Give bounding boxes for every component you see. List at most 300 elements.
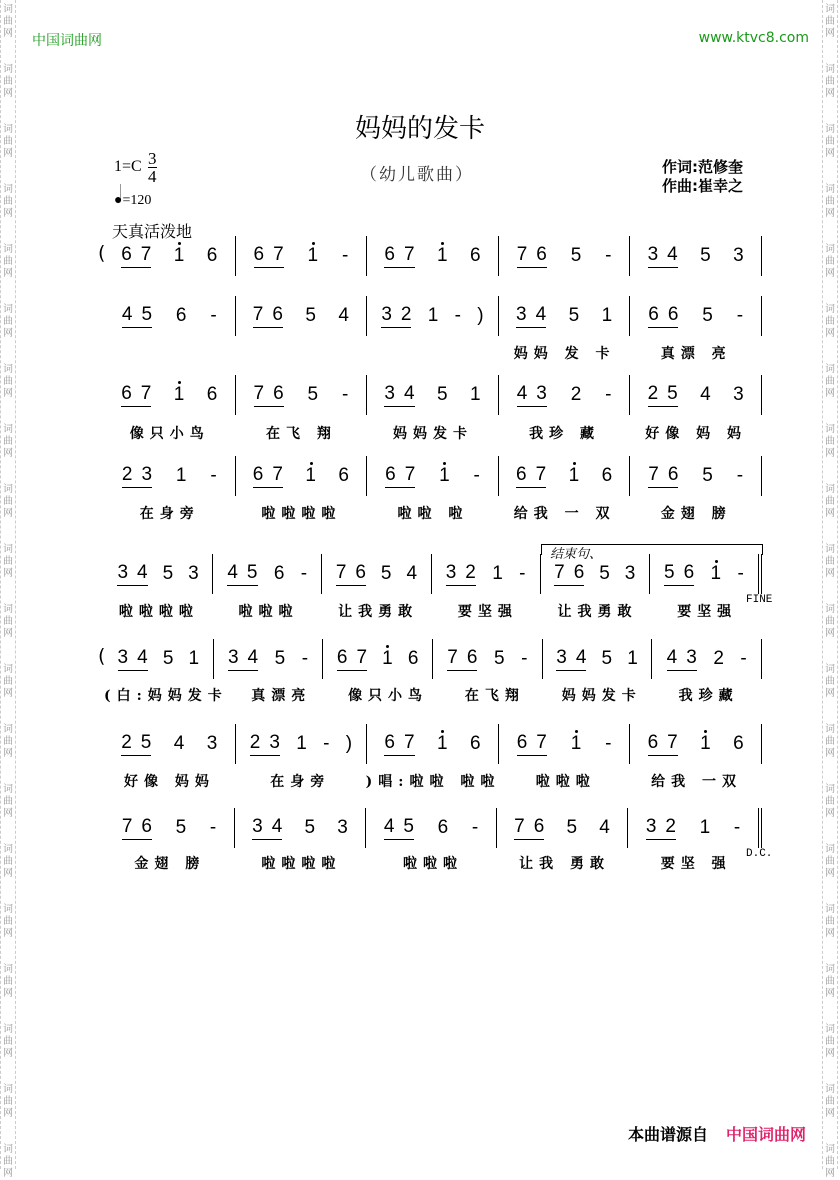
- lyrics-row: [104, 771, 762, 791]
- watermark-text: 词曲网: [825, 484, 835, 519]
- lyric-segment: 我珍藏: [678, 688, 739, 704]
- watermark-text: 词曲网: [3, 664, 13, 699]
- watermark-text: 词曲网: [3, 544, 13, 579]
- note: 1: [427, 305, 439, 326]
- lyric-segment: 在身旁: [270, 774, 331, 790]
- lyrics-row: [104, 853, 762, 873]
- measure: [236, 724, 368, 764]
- note: 2: [400, 304, 412, 325]
- note: 4: [247, 647, 259, 668]
- measure: [104, 456, 236, 496]
- watermark-text: 词曲网: [825, 904, 835, 939]
- watermark-text: 词曲网: [825, 304, 835, 339]
- tie-dash: -: [521, 648, 528, 669]
- watermark-text: 词曲网: [3, 1084, 13, 1119]
- tie-dash: -: [605, 384, 612, 405]
- note: 3: [733, 384, 744, 405]
- note: 4: [173, 733, 185, 754]
- eighth-note-group: [384, 244, 414, 268]
- watermark-text: 词曲网: [825, 1024, 835, 1059]
- watermark-text: 词曲网: [3, 904, 13, 939]
- lyric-segment: 在飞翔: [464, 688, 525, 704]
- note: 5: [140, 732, 152, 753]
- lyric-segment: 啦啦啦啦: [261, 506, 342, 522]
- note: 3: [556, 647, 567, 668]
- note: 5: [702, 465, 713, 486]
- measure: [104, 375, 236, 415]
- note: 5: [566, 817, 578, 838]
- measure: [104, 554, 213, 594]
- eighth-note-group: [122, 816, 152, 840]
- eighth-note-group: [117, 562, 147, 586]
- key-signature: 1=C: [114, 158, 142, 175]
- eighth-note-group: [384, 816, 414, 840]
- note: 4: [403, 383, 415, 404]
- high-note: 1: [710, 563, 722, 584]
- note: 6: [252, 464, 264, 485]
- measure: [366, 808, 497, 848]
- note: 6: [175, 305, 187, 326]
- dc-marking: D.C.: [746, 848, 773, 860]
- note: 6: [273, 563, 285, 584]
- measure: [322, 554, 431, 594]
- note: 7: [667, 732, 678, 753]
- tempo-marking: ●=120: [114, 193, 152, 208]
- eighth-note-group: [648, 464, 678, 488]
- note: 5: [436, 384, 448, 405]
- note: 6: [533, 816, 545, 837]
- tie-dash: -: [323, 733, 330, 754]
- high-note: 1: [568, 465, 580, 486]
- note: 5: [700, 245, 711, 266]
- note: 5: [664, 562, 675, 583]
- watermark-text: 词曲网: [825, 244, 835, 279]
- note: 3: [384, 383, 395, 404]
- measure: [104, 296, 236, 336]
- note: 7: [514, 816, 525, 837]
- measure: [630, 236, 762, 276]
- measure: [323, 639, 433, 679]
- measure: [236, 375, 368, 415]
- lyric-segment: 让我勇敢: [557, 604, 638, 620]
- note: 3: [445, 562, 457, 583]
- right-watermark-strip: [822, 0, 838, 1179]
- note: 6: [272, 304, 283, 325]
- lyric-segment: 真漂 亮: [660, 346, 732, 362]
- measure: [104, 236, 236, 276]
- note: 7: [252, 304, 264, 325]
- lyric-segment: 让我 勇敢: [519, 856, 611, 872]
- note: 5: [667, 383, 678, 404]
- watermark-text: 词曲网: [3, 4, 13, 39]
- note: 4: [406, 563, 418, 584]
- note: 5: [175, 817, 187, 838]
- lyric-segment: 给我 一双: [651, 774, 742, 790]
- note: 7: [140, 383, 152, 404]
- eighth-note-group: [252, 816, 282, 840]
- expression-marking: 天真活泼地: [112, 222, 193, 241]
- note: 6: [536, 244, 547, 265]
- note: 7: [403, 732, 415, 753]
- high-note: 1: [307, 245, 319, 266]
- measure: [235, 808, 366, 848]
- watermark-text: 词曲网: [3, 304, 13, 339]
- note: 3: [686, 647, 697, 668]
- note: 7: [356, 647, 368, 668]
- note: 7: [121, 816, 133, 837]
- eighth-note-group: [250, 732, 280, 756]
- lyric-segment: 金翅 膀: [660, 506, 732, 522]
- note: 3: [536, 383, 547, 404]
- eighth-note-group: [227, 562, 257, 586]
- watermark-text: 词曲网: [3, 604, 13, 639]
- note: 7: [516, 244, 528, 265]
- eighth-note-group: [517, 244, 547, 268]
- lyric-segment: 要坚强: [457, 604, 518, 620]
- measure: [104, 808, 235, 848]
- watermark-text: 词曲网: [3, 964, 13, 999]
- note: 1: [296, 733, 307, 754]
- tie-dash: -: [740, 648, 747, 669]
- eighth-note-group: [336, 562, 366, 586]
- eighth-note-group: [253, 464, 283, 488]
- note: 5: [246, 562, 258, 583]
- note: 4: [137, 562, 148, 583]
- tie-dash: -: [300, 563, 308, 584]
- lyricist: 作词:范修奎: [662, 158, 743, 176]
- eighth-note-group: [228, 647, 258, 671]
- note: 6: [253, 244, 265, 265]
- measure: [630, 456, 762, 496]
- measure: [432, 554, 541, 594]
- watermark-text: 词曲网: [825, 364, 835, 399]
- note: 5: [601, 648, 613, 669]
- note: 4: [137, 647, 148, 668]
- lyric-segment: 我珍 藏: [529, 426, 601, 442]
- tie-dash: -: [454, 305, 461, 326]
- measure: [367, 236, 499, 276]
- note: 1: [601, 305, 613, 326]
- watermark-text: 词曲网: [825, 1144, 835, 1179]
- note: 6: [437, 817, 449, 838]
- note: 6: [573, 562, 585, 583]
- eighth-note-group: [122, 464, 152, 488]
- note: 5: [162, 648, 174, 669]
- eighth-note-group: [514, 816, 544, 840]
- watermark-text: 词曲网: [825, 4, 835, 39]
- score-row: [104, 808, 762, 848]
- lyric-segment: 啦啦 啦: [397, 506, 469, 522]
- time-sig-top: 3: [148, 149, 157, 168]
- time-sig-bottom: 4: [148, 167, 157, 186]
- measure: [650, 554, 762, 594]
- measure: [367, 724, 499, 764]
- lyric-segment: 啦啦啦: [238, 604, 299, 620]
- note: 7: [535, 464, 547, 485]
- high-note: 1: [436, 733, 448, 754]
- eighth-note-group: [447, 647, 477, 671]
- eighth-note-group: [121, 383, 151, 407]
- lyric-segment: 妈妈发卡: [392, 426, 473, 442]
- time-signature: [148, 150, 157, 185]
- tie-dash: -: [301, 648, 309, 669]
- eighth-note-group: [384, 383, 414, 407]
- note: 1: [492, 563, 503, 584]
- tie-dash: -: [471, 817, 479, 838]
- note: 5: [304, 817, 316, 838]
- watermark-text: 词曲网: [825, 784, 835, 819]
- lyric-segment: 妈妈发卡: [561, 688, 642, 704]
- note: 4: [700, 384, 711, 405]
- watermark-text: 词曲网: [3, 484, 13, 519]
- eighth-note-group: [118, 647, 148, 671]
- note: 7: [253, 383, 265, 404]
- watermark-text: 词曲网: [3, 724, 13, 759]
- note: 5: [307, 384, 319, 405]
- note: 3: [206, 733, 218, 754]
- eighth-note-group: [516, 304, 546, 328]
- watermark-text: 词曲网: [3, 124, 13, 159]
- measure: [499, 375, 631, 415]
- watermark-text: 词曲网: [3, 364, 13, 399]
- measure: [630, 724, 762, 764]
- eighth-note-group: [121, 732, 151, 756]
- note: 5: [570, 245, 582, 266]
- note: 4: [667, 244, 678, 265]
- high-note: 1: [173, 384, 185, 405]
- credits: [662, 158, 743, 196]
- score-row: [104, 296, 762, 336]
- footer-source-link[interactable]: 中国词曲网: [725, 1125, 806, 1144]
- tie-dash: -: [733, 817, 741, 838]
- measure: [497, 808, 628, 848]
- measure: [236, 236, 368, 276]
- note: 5: [162, 563, 174, 584]
- lyric-segment: 好像 妈 妈: [645, 426, 748, 442]
- note: 7: [403, 244, 415, 265]
- note: 6: [384, 244, 395, 265]
- note: 4: [666, 647, 678, 668]
- note: 4: [338, 305, 349, 326]
- note: 6: [384, 732, 395, 753]
- measure: [499, 236, 631, 276]
- tie-dash: -: [210, 305, 217, 326]
- tie-dash: -: [519, 563, 526, 584]
- lyric-segment: 金翅 膀: [134, 856, 206, 872]
- song-title: 妈妈的发卡: [354, 114, 485, 144]
- fine-marking: FINE: [746, 594, 773, 606]
- lyric-segment: 真漂亮: [251, 688, 312, 704]
- note: ): [477, 305, 484, 326]
- note: 4: [575, 647, 587, 668]
- note: 1: [188, 648, 200, 669]
- note: 3: [515, 304, 527, 325]
- note: 1: [175, 465, 187, 486]
- watermark-text: 词曲网: [3, 244, 13, 279]
- left-watermark-strip: [0, 0, 16, 1179]
- lyric-segment: 啦啦啦啦: [261, 856, 342, 872]
- note: 6: [206, 245, 218, 266]
- watermark-text: 词曲网: [3, 1024, 13, 1059]
- lyrics-row: [104, 685, 762, 705]
- eighth-note-group: [446, 562, 476, 586]
- lyrics-row: [104, 423, 762, 443]
- note: 6: [667, 464, 679, 485]
- site-url-link[interactable]: www.ktvc8.com: [698, 30, 809, 46]
- note: ): [345, 733, 353, 754]
- site-name-link[interactable]: 中国词曲网: [32, 33, 102, 49]
- note: 4: [227, 562, 238, 583]
- note: 2: [647, 383, 659, 404]
- watermark-text: 词曲网: [3, 424, 13, 459]
- eighth-note-group: [384, 732, 414, 756]
- note: 3: [647, 244, 659, 265]
- tie-dash: -: [605, 245, 612, 266]
- watermark-text: 词曲网: [3, 784, 13, 819]
- lyric-segment: 妈妈 发 卡: [513, 346, 616, 362]
- note: 7: [536, 732, 547, 753]
- note: 2: [121, 464, 133, 485]
- repeat-paren: (: [98, 242, 106, 264]
- lyric-segment: 要坚 强: [660, 856, 732, 872]
- measure: [630, 296, 762, 336]
- note: 5: [568, 305, 580, 326]
- note: 6: [385, 464, 396, 485]
- note: 6: [355, 562, 366, 583]
- note: 5: [274, 648, 286, 669]
- footer-label: 本曲谱源自: [627, 1125, 708, 1144]
- note: 4: [599, 817, 610, 838]
- eighth-note-group: [667, 647, 697, 671]
- lyric-segment: 给我 一 双: [513, 506, 616, 522]
- eighth-note-group: [516, 464, 546, 488]
- measure: [104, 639, 214, 679]
- note: 1: [699, 817, 711, 838]
- note: 6: [141, 816, 152, 837]
- note: 5: [403, 816, 414, 837]
- score-row: [98, 236, 762, 276]
- lyric-segment: [104, 343, 236, 363]
- lyric-segment: 啦啦啦啦: [118, 604, 199, 620]
- lyric-segment: 好像 妈妈: [123, 774, 215, 790]
- note: 5: [599, 563, 610, 584]
- tie-dash: -: [737, 563, 744, 584]
- note: 6: [683, 562, 695, 583]
- note: 6: [667, 304, 679, 325]
- note: 7: [273, 244, 284, 265]
- note: 6: [273, 383, 284, 404]
- eighth-note-group: [254, 383, 284, 407]
- measure: [630, 375, 762, 415]
- watermark-text: 词曲网: [825, 544, 835, 579]
- measure: [104, 724, 236, 764]
- note: 6: [469, 733, 481, 754]
- note: 2: [121, 732, 132, 753]
- note: 3: [252, 816, 263, 837]
- eighth-note-group: [122, 304, 152, 328]
- note: 5: [702, 305, 713, 326]
- watermark-text: 词曲网: [825, 604, 835, 639]
- note: 6: [121, 244, 132, 265]
- note: 1: [469, 384, 481, 405]
- high-note: 1: [305, 465, 316, 486]
- high-note: 1: [570, 733, 582, 754]
- lyrics-row: [104, 601, 762, 621]
- eighth-note-group: [648, 244, 678, 268]
- repeat-paren: (: [98, 645, 106, 667]
- eighth-note-group: [646, 816, 676, 840]
- eighth-note-group: [385, 464, 415, 488]
- note: 6: [516, 732, 528, 753]
- eighth-note-group: [517, 383, 547, 407]
- note: 3: [117, 562, 129, 583]
- watermark-text: 词曲网: [825, 664, 835, 699]
- score-row: [104, 554, 762, 594]
- note: 3: [733, 245, 744, 266]
- note: 3: [141, 464, 153, 485]
- note: 5: [493, 648, 505, 669]
- lyric-segment: 像只小鸟: [129, 426, 210, 442]
- tie-dash: -: [209, 817, 217, 838]
- eighth-note-group: [253, 304, 283, 328]
- footer-credit: [628, 1122, 806, 1145]
- high-note: 1: [382, 648, 393, 669]
- note: 3: [381, 304, 392, 325]
- eighth-note-group: [664, 562, 694, 586]
- high-note: 1: [439, 465, 450, 486]
- note: 4: [383, 816, 395, 837]
- note: 7: [404, 464, 416, 485]
- note: 7: [335, 562, 347, 583]
- measure: [499, 724, 631, 764]
- eighth-note-group: [554, 562, 584, 586]
- eighth-note-group: [648, 304, 678, 328]
- note: 2: [465, 562, 476, 583]
- note: 3: [337, 817, 348, 838]
- note: 4: [535, 304, 547, 325]
- lyric-segment: [367, 343, 499, 363]
- note: 3: [117, 647, 129, 668]
- tie-dash: -: [341, 245, 349, 266]
- note: 5: [305, 305, 316, 326]
- note: 6: [206, 384, 218, 405]
- measure: [236, 296, 368, 336]
- tie-dash: -: [210, 465, 217, 486]
- watermark-text: 词曲网: [3, 64, 13, 99]
- measure: [652, 639, 762, 679]
- note: 6: [647, 732, 659, 753]
- note: 6: [515, 464, 527, 485]
- note: 6: [648, 304, 659, 325]
- tie-dash: -: [736, 305, 744, 326]
- tie-dash: -: [736, 465, 744, 486]
- lyric-segment: 像只小鸟: [348, 688, 429, 704]
- note: 3: [227, 647, 239, 668]
- high-note: 1: [700, 733, 711, 754]
- note: 3: [645, 816, 657, 837]
- lyric-segment: [236, 343, 368, 363]
- lyric-segment: 啦啦啦: [535, 774, 596, 790]
- note: 2: [713, 648, 724, 669]
- measure: [628, 808, 762, 848]
- measure: [541, 554, 650, 594]
- measure: [367, 456, 499, 496]
- note: 6: [336, 647, 348, 668]
- high-note: 1: [436, 245, 448, 266]
- composer: 作曲:崔幸之: [662, 177, 743, 195]
- eighth-note-group: [381, 304, 411, 328]
- note: 4: [516, 383, 528, 404]
